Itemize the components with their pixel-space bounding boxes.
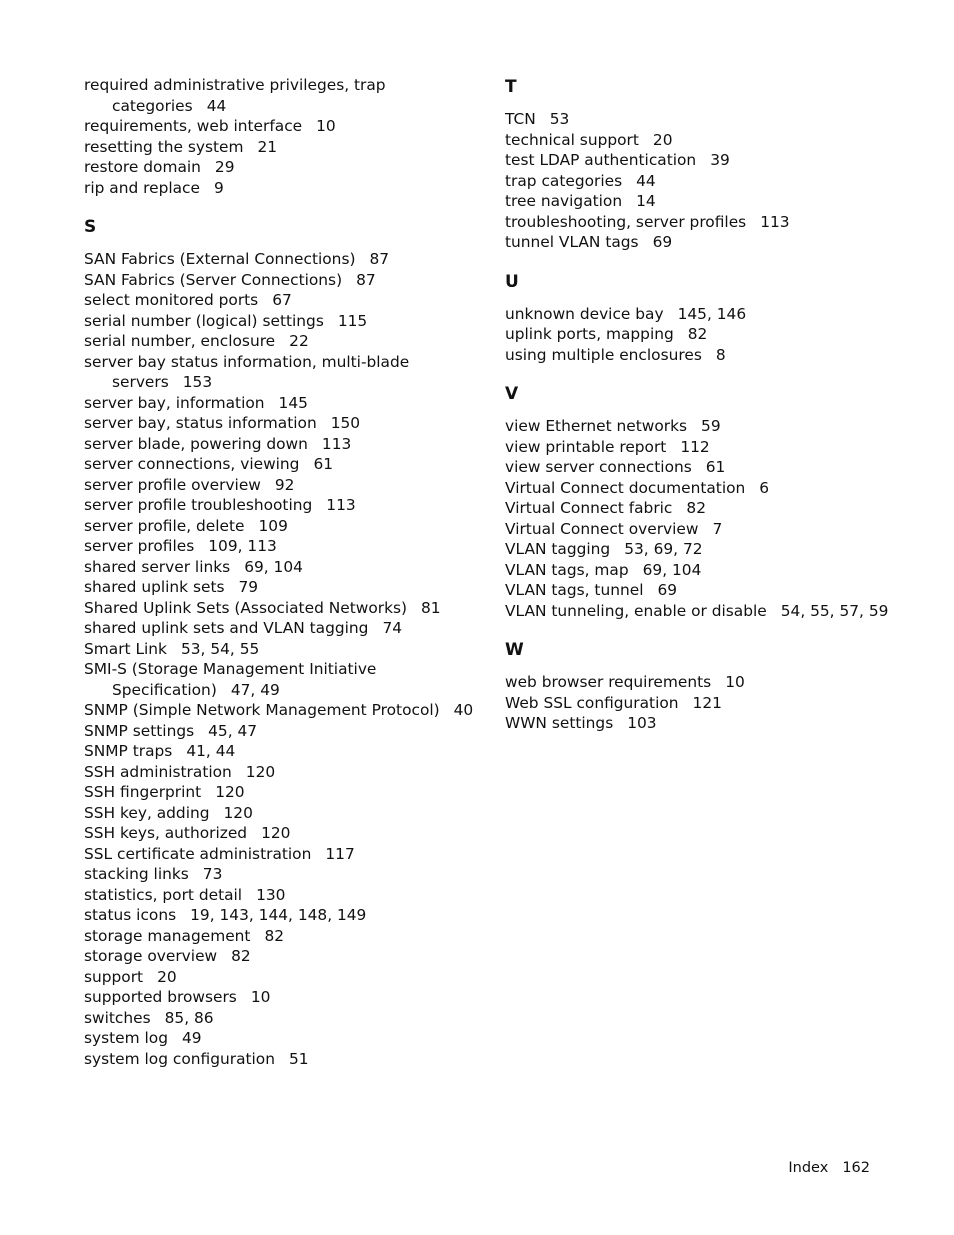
index-page-refs: 82: [264, 926, 285, 945]
index-page-refs: 69, 104: [244, 557, 303, 576]
index-term: SNMP settings: [84, 721, 195, 740]
index-entry: [84, 249, 474, 270]
index-term: storage management: [84, 926, 251, 945]
index-page-refs: 92: [274, 475, 295, 494]
page-footer: [788, 1158, 870, 1178]
index-term: serial number (logical) settings: [84, 311, 324, 330]
index-page-refs: 120: [215, 783, 245, 801]
index-page-refs: 29: [214, 158, 235, 176]
index-term: Virtual Connect documentation: [505, 478, 746, 497]
index-entry: [84, 864, 474, 885]
index-page-refs: 115: [337, 311, 368, 330]
index-entry: [84, 270, 474, 291]
index-entry: [84, 116, 474, 137]
index-entry: [84, 536, 474, 557]
index-entry: [505, 519, 925, 540]
index-term: unknown device bay: [505, 304, 664, 323]
index-entry: [505, 560, 925, 581]
index-page-refs: 67: [272, 291, 292, 309]
index-term: system log: [84, 1029, 168, 1047]
index-term: SNMP (Simple Network Management Protocol): [84, 701, 440, 719]
index-page-refs: 112: [680, 437, 710, 456]
index-page-refs: 74: [382, 619, 403, 637]
index-term: Virtual Connect fabric: [505, 499, 673, 517]
index-entry: [505, 580, 925, 601]
index-entry: [84, 741, 474, 762]
index-entry: [84, 1008, 474, 1029]
index-page-refs: 44: [636, 171, 656, 190]
index-entry: [84, 1049, 474, 1070]
index-entry: [84, 434, 474, 455]
index-page-refs: 113: [326, 496, 356, 514]
index-entry: [84, 721, 474, 742]
index-page-refs: 19, 143, 144, 148, 149: [190, 906, 367, 924]
index-page-refs: 20: [157, 967, 177, 986]
index-term: status icons: [84, 906, 177, 924]
index-entry: [84, 475, 474, 496]
index-page-refs: 21: [257, 137, 278, 156]
index-entry: [505, 130, 925, 151]
s-entries: [84, 249, 474, 1069]
index-page-refs: 7: [712, 519, 723, 538]
index-term: stacking links: [84, 865, 189, 883]
index-entry: [84, 577, 474, 598]
index-term: view printable report: [505, 437, 667, 456]
index-term: tunnel VLAN tags: [505, 233, 639, 251]
index-entry: [505, 109, 925, 130]
index-page-refs: 47, 49: [230, 680, 280, 699]
index-page-refs: 51: [288, 1049, 309, 1068]
footer-page-number: 162: [842, 1160, 870, 1176]
index-entry: [84, 137, 474, 158]
index-entry: [505, 324, 925, 345]
index-term: test LDAP authentication: [505, 151, 697, 169]
index-term: TCN: [505, 110, 536, 128]
index-entry: [84, 639, 474, 660]
index-term: requirements, web interface: [84, 117, 303, 135]
index-entry: [505, 150, 925, 171]
index-term: select monitored ports: [84, 291, 259, 309]
w-entries: [505, 672, 925, 734]
index-term: SSH key, adding: [84, 803, 210, 822]
index-term: tree navigation: [505, 192, 623, 210]
index-page-refs: 14: [636, 192, 656, 210]
index-term: storage overview: [84, 947, 218, 965]
index-entry: [84, 618, 474, 639]
index-term: supported browsers: [84, 988, 237, 1006]
index-page-refs: 113: [321, 434, 352, 453]
index-term: SAN Fabrics (External Connections): [84, 250, 356, 268]
index-page-refs: 109: [258, 516, 288, 535]
index-entry: [84, 516, 474, 537]
index-page-refs: 109, 113: [208, 537, 277, 555]
index-entry: [84, 75, 474, 116]
index-entry: [505, 212, 925, 233]
index-page-refs: 41, 44: [186, 742, 236, 760]
index-page-refs: 69: [657, 581, 678, 599]
index-entry: [505, 693, 925, 714]
section-letter-t: T: [505, 77, 517, 97]
index-page-refs: 8: [715, 345, 726, 364]
index-page-refs: 145, 146: [677, 304, 747, 323]
index-page-refs: 153: [182, 373, 213, 391]
index-term: required administrative privileges, trap categories: [84, 76, 386, 115]
index-entry: [84, 495, 474, 516]
index-term: SAN Fabrics (Server Connections): [84, 270, 343, 289]
index-term: Virtual Connect overview: [505, 519, 699, 538]
index-term: Web SSL configuration: [505, 693, 679, 712]
index-entry: [505, 191, 925, 212]
index-entry: [84, 659, 474, 700]
index-page-refs: 113: [760, 212, 790, 231]
index-entry: [84, 311, 474, 332]
index-term: server profile overview: [84, 475, 261, 494]
index-entry: [505, 672, 925, 693]
index-term: view Ethernet networks: [505, 417, 688, 435]
index-term: SMI-S (Storage Management Initiative Specification): [84, 660, 377, 699]
v-entries: [505, 416, 925, 621]
index-term: switches: [84, 1008, 151, 1027]
index-page-refs: 120: [223, 803, 253, 822]
index-term: server bay status information, multi-blade servers: [84, 352, 410, 391]
index-term: VLAN tagging: [505, 540, 611, 558]
section-letter-v: V: [505, 384, 519, 404]
index-entry: [84, 987, 474, 1008]
index-term: server bay, status information: [84, 414, 317, 432]
index-entry: [84, 885, 474, 906]
index-entry: [505, 416, 925, 437]
section-letter-w: W: [505, 640, 524, 660]
index-term: shared server links: [84, 557, 231, 576]
index-term: server blade, powering down: [84, 434, 308, 453]
index-entry: [84, 393, 474, 414]
footer-section-label: Index: [788, 1160, 829, 1176]
index-entry: [84, 1028, 474, 1049]
index-term: SNMP traps: [84, 742, 173, 760]
index-entry: [505, 457, 925, 478]
index-term: server bay, information: [84, 393, 265, 412]
index-term: serial number, enclosure: [84, 332, 276, 350]
index-page-refs: 150: [330, 414, 361, 432]
index-entry: [84, 946, 474, 967]
index-term: resetting the system: [84, 137, 244, 156]
index-term: Smart Link: [84, 639, 167, 658]
index-page-refs: 49: [182, 1029, 202, 1047]
index-entry: [505, 539, 925, 560]
index-page-refs: 40: [453, 701, 474, 719]
index-term: web browser requirements: [505, 673, 712, 691]
index-page-refs: 69, 104: [642, 560, 702, 579]
index-page-refs: 87: [369, 250, 390, 268]
index-entry: [84, 598, 474, 619]
index-page-refs: 121: [692, 693, 722, 712]
index-term: uplink ports, mapping: [505, 325, 674, 343]
index-term: troubleshooting, server profiles: [505, 212, 747, 231]
index-page-refs: 82: [686, 499, 706, 517]
index-term: server profile troubleshooting: [84, 496, 313, 514]
index-term: WWN settings: [505, 714, 614, 732]
index-entry: [505, 478, 925, 499]
index-term: statistics, port detail: [84, 885, 243, 904]
index-term: SSH fingerprint: [84, 783, 202, 801]
index-page-refs: 120: [261, 824, 291, 842]
index-entry: [84, 844, 474, 865]
index-page-refs: 53, 69, 72: [624, 540, 703, 558]
index-term: shared uplink sets: [84, 578, 225, 596]
index-entry: [84, 157, 474, 178]
index-term: view server connections: [505, 458, 692, 476]
index-term: shared uplink sets and VLAN tagging: [84, 619, 369, 637]
index-entry: [84, 454, 474, 475]
index-term: server profile, delete: [84, 516, 245, 535]
r-entries: [84, 75, 474, 198]
index-page-refs: 82: [231, 947, 251, 965]
index-page-refs: 82: [687, 325, 708, 343]
index-entry: [84, 352, 474, 393]
index-term: technical support: [505, 130, 639, 149]
index-term: system log configuration: [84, 1049, 275, 1068]
index-entry: [505, 345, 925, 366]
index-entry: [84, 331, 474, 352]
section-letter-s: S: [84, 217, 97, 237]
index-term: VLAN tags, map: [505, 560, 629, 579]
index-term: VLAN tags, tunnel: [505, 581, 644, 599]
index-page-refs: 120: [245, 762, 276, 781]
index-entry: [84, 967, 474, 988]
index-page-refs: 145: [278, 393, 308, 412]
index-entry: [84, 762, 474, 783]
index-entry: [84, 290, 474, 311]
index-page-refs: 10: [316, 117, 336, 135]
index-term: restore domain: [84, 158, 201, 176]
index-page-refs: 53: [549, 110, 570, 128]
index-page-refs: 103: [627, 714, 657, 732]
index-entry: [84, 926, 474, 947]
index-term: using multiple enclosures: [505, 345, 702, 364]
index-term: SSH administration: [84, 762, 232, 781]
index-term: Shared Uplink Sets (Associated Networks): [84, 598, 408, 617]
index-entry: [84, 413, 474, 434]
index-term: server connections, viewing: [84, 455, 300, 473]
index-page-refs: 69: [652, 233, 673, 251]
index-term: SSL certificate administration: [84, 844, 312, 863]
index-entry: [505, 713, 925, 734]
t-entries: [505, 109, 925, 253]
right-index-column: [505, 75, 925, 734]
index-page-refs: 6: [759, 478, 770, 497]
index-page-refs: 85, 86: [164, 1008, 214, 1027]
index-page-refs: 81: [421, 598, 441, 617]
index-entry: [505, 171, 925, 192]
index-entry: [505, 437, 925, 458]
index-entry: [505, 601, 925, 622]
index-page-refs: 45, 47: [208, 721, 258, 740]
index-term: SSH keys, authorized: [84, 824, 248, 842]
index-entry: [84, 557, 474, 578]
index-term: trap categories: [505, 171, 623, 190]
index-page-refs: 61: [313, 455, 334, 473]
index-term: server profiles: [84, 537, 195, 555]
index-entry: [84, 823, 474, 844]
section-letter-u: U: [505, 271, 519, 292]
index-page-refs: 20: [652, 130, 673, 149]
index-page-refs: 117: [325, 844, 355, 863]
index-entry: [84, 803, 474, 824]
index-page-refs: 10: [725, 673, 745, 691]
index-page-refs: 10: [250, 988, 271, 1006]
index-entry: [84, 700, 474, 721]
index-entry: [84, 905, 474, 926]
index-page-refs: 79: [238, 578, 259, 596]
u-entries: [505, 304, 925, 366]
index-page-refs: 87: [356, 270, 376, 289]
index-entry: [84, 782, 474, 803]
index-page-refs: 53, 54, 55: [180, 639, 260, 658]
left-index-column: [84, 75, 474, 1069]
index-entry: [505, 304, 925, 325]
index-entry: [505, 498, 925, 519]
index-entry: [505, 232, 925, 253]
index-entry: [84, 178, 474, 199]
index-page-refs: 130: [256, 885, 286, 904]
index-page-refs: 61: [705, 458, 726, 476]
index-page-refs: 59: [701, 417, 721, 435]
index-page-refs: 54, 55, 57, 59: [780, 601, 889, 620]
index-page-refs: 39: [710, 151, 730, 169]
index-page-refs: 9: [213, 178, 224, 197]
index-page-refs: 73: [202, 865, 223, 883]
index-term: rip and replace: [84, 178, 200, 197]
index-page-refs: 22: [289, 332, 309, 350]
index-term: support: [84, 967, 144, 986]
index-term: VLAN tunneling, enable or disable: [505, 601, 767, 620]
index-page-refs: 44: [206, 96, 227, 115]
